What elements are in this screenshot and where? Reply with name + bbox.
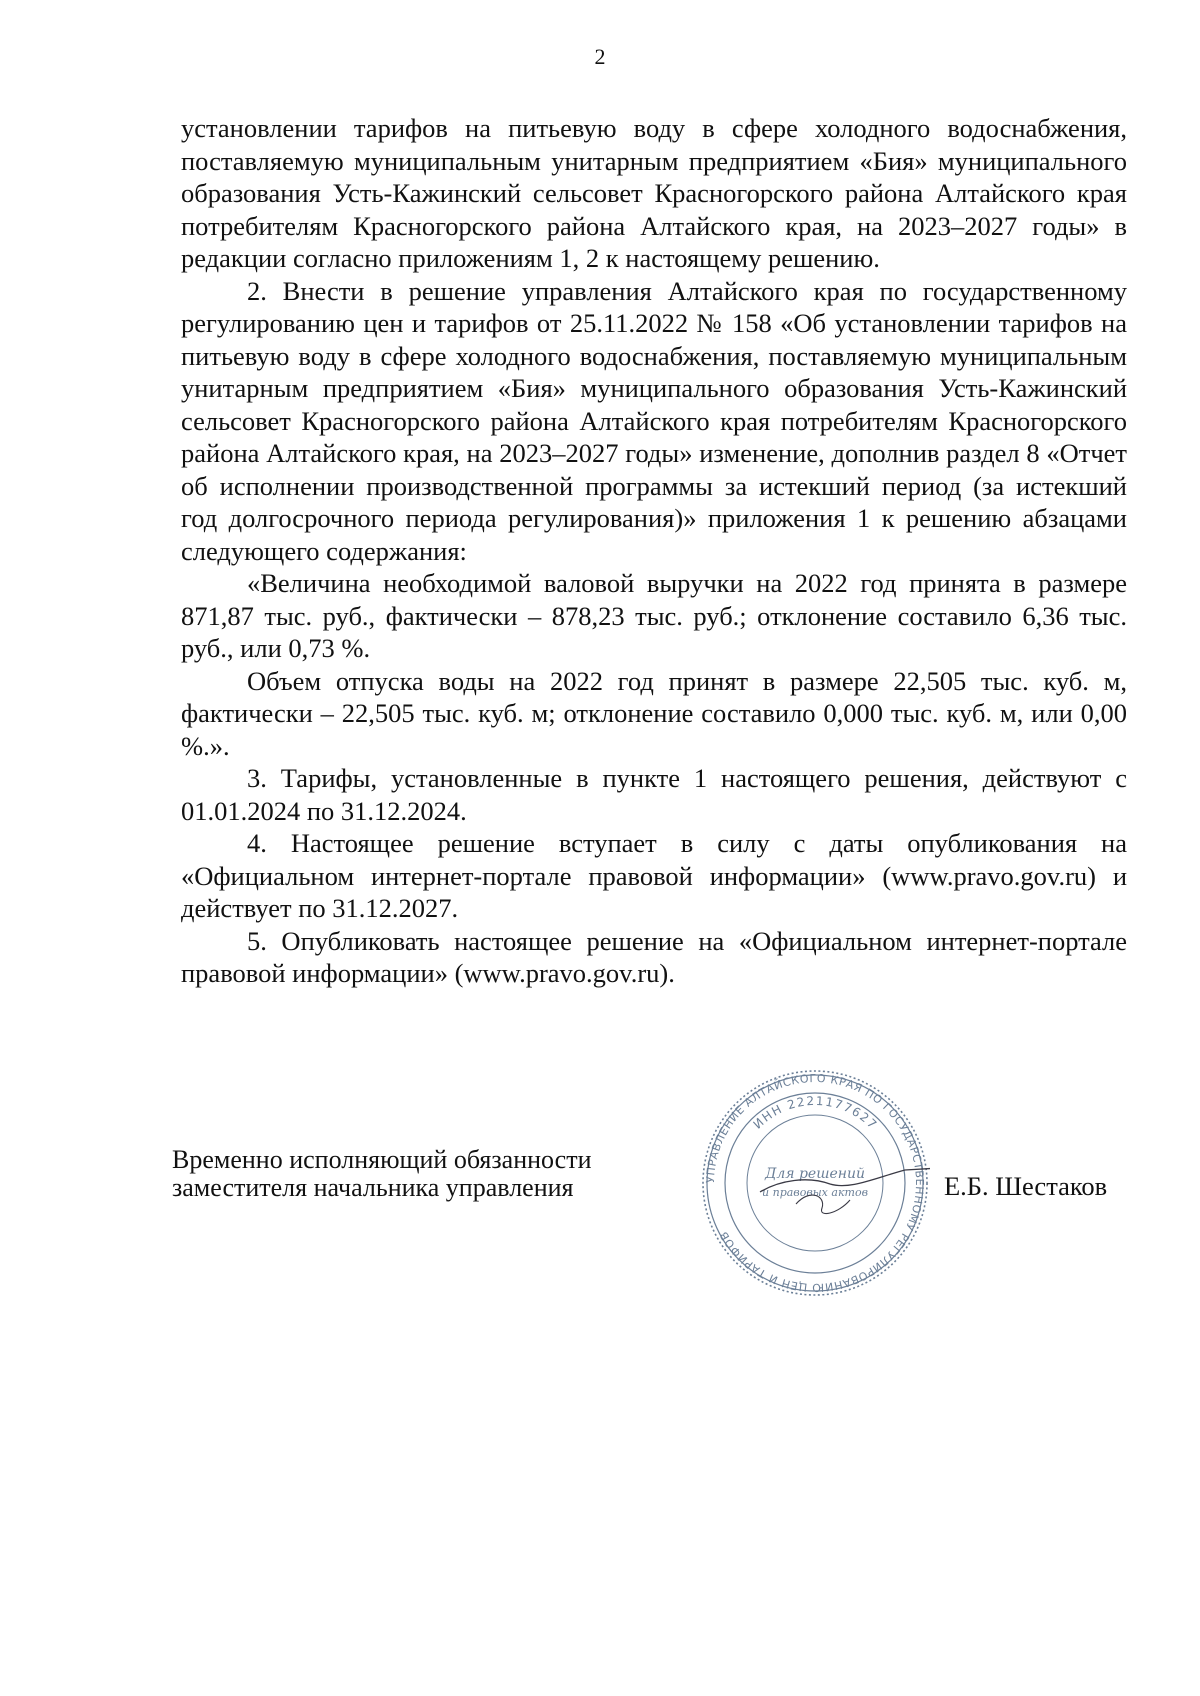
paragraph-item-2: 2. Внести в решение управления Алтайского края по государственному регулированию цен и тарифов от 25.11.2022 № 158 «Об установлении тарифов на питьевую воду в сфере холодного водоснабжения, поставляемую муниципальным унитарным предприятием «Бия» муниципального образования Усть-Кажинский сельсовет Красногорского района Алтайского края потребителям Красногорского района Алтайского края, на 2023–2027 годы» изменение, дополнив раздел 8 «Отчет об исполнении производственной программы за истекший период (за истекший год долгосрочного периода регулирования)» приложения 1 к решению абзацами следующего содержания: bbox=[181, 275, 1127, 566]
stamp-center-line-1: Для решений bbox=[764, 1166, 866, 1182]
stamp-inn-text: ИНН 2221177627 bbox=[750, 1093, 881, 1133]
paragraph-quote-revenue: «Величина необходимой валовой выручки на 2022 год принята в размере 871,87 тыс. руб., фактически – 878,23 тыс. руб.; отклонение составило 6,36 тыс. руб., или 0,73 %. bbox=[181, 568, 1127, 663]
signatory-title bbox=[172, 1146, 592, 1202]
document-body bbox=[181, 112, 1127, 990]
paragraph-item-4: 4. Настоящее решение вступает в силу с даты опубликования на «Официальном интернет-портале правовой информации» (www.pravo.gov.ru) и действует по 31.12.2027. bbox=[181, 828, 1127, 923]
signatory-name: Е.Б. Шестаков bbox=[944, 1171, 1108, 1201]
stamp-outer-text: УПРАВЛЕНИЕ АЛТАЙСКОГО КРАЯ ПО ГОСУДАРСТВЕННОМУ РЕГУЛИРОВАНИЮ ЦЕН И ТАРИФОВ bbox=[703, 1071, 927, 1295]
paragraph-item-3: 3. Тарифы, установленные в пункте 1 настоящего решения, действуют с 01.01.2024 по 31.12.2024. bbox=[181, 763, 1127, 826]
stamp-center-line-2: и правовых актов bbox=[762, 1186, 868, 1199]
page-number: 2 bbox=[594, 44, 606, 69]
signatory-title-line-1: Временно исполняющий обязанности bbox=[172, 1145, 592, 1174]
paragraph-item-5: 5. Опубликовать настоящее решение на «Официальном интернет-портале правовой информации» (www.pravo.gov.ru). bbox=[181, 925, 1127, 988]
official-seal-stamp bbox=[700, 1068, 930, 1298]
paragraph-quote-volume: Объем отпуска воды на 2022 год принят в размере 22,505 тыс. куб. м, фактически – 22,505 тыс. куб. м; отклонение составило 0,000 тыс. куб. м, или 0,00 %.». bbox=[181, 665, 1127, 761]
signatory-title-line-2: заместителя начальника управления bbox=[172, 1173, 574, 1202]
paragraph-continuation: установлении тарифов на питьевую воду в сфере холодного водоснабжения, поставляемую муниципальным унитарным предприятием «Бия» муниципального образования Усть-Кажинский сельсовет Красногорского района Алтайского края потребителям Красногорского района Алтайского края, на 2023–2027 годы» в редакции согласно приложениям 1, 2 к настоящему решению. bbox=[181, 113, 1127, 273]
